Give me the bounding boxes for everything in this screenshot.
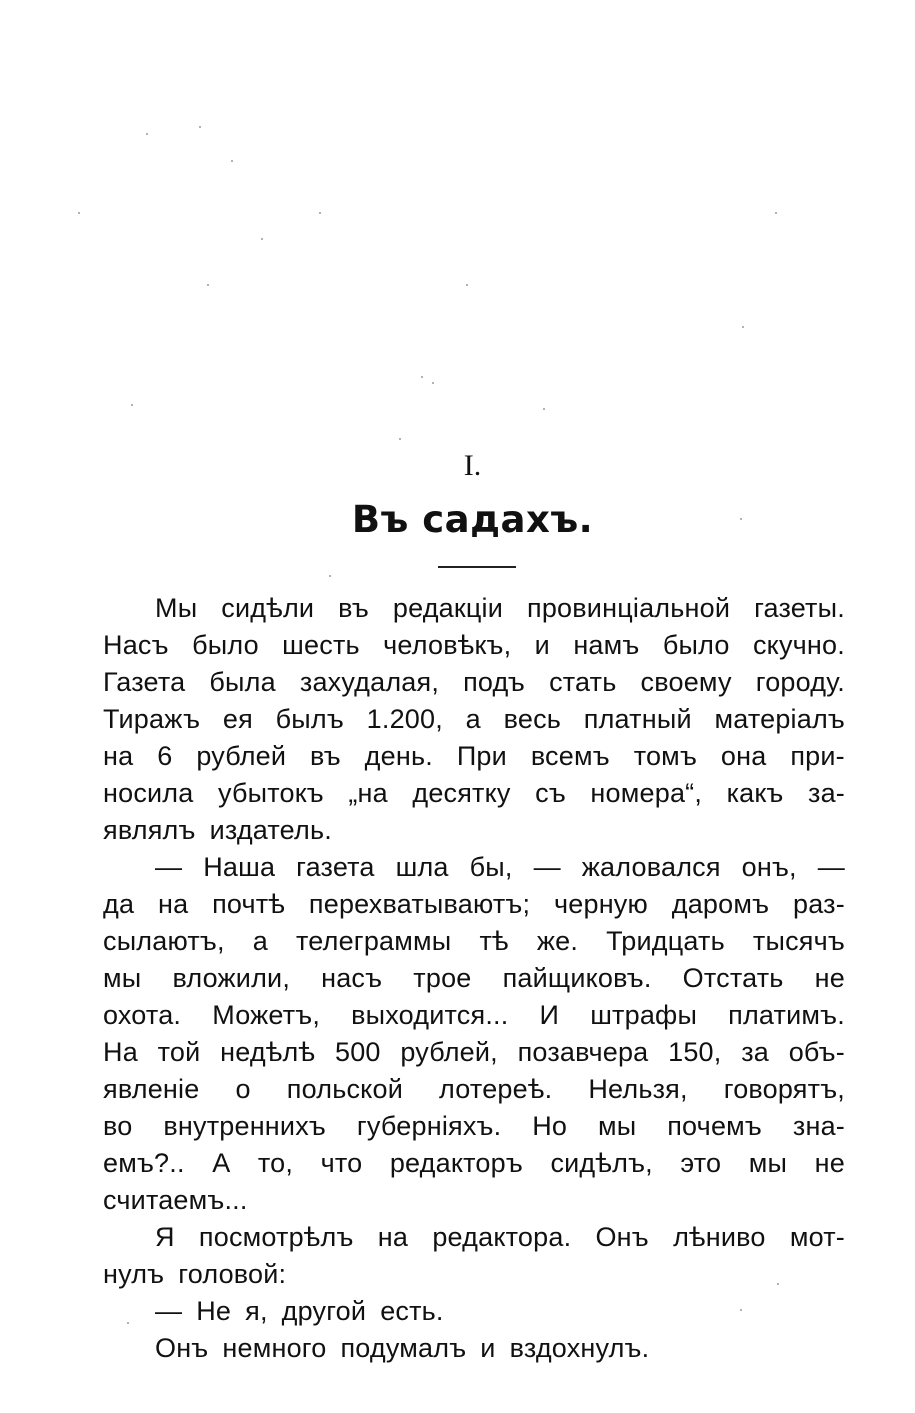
word: говорятъ, [723,1074,845,1104]
text-line [103,1293,845,1330]
word: провинціальной [527,593,731,623]
word: всемъ [530,741,610,771]
word: бы, [469,852,513,882]
word: При [456,741,507,771]
word: платимъ. [728,1000,845,1030]
word: Нельзя, [588,1074,688,1104]
word: шесть [282,630,360,660]
word: убытокъ [217,778,324,808]
paragraph [103,849,845,1219]
word: скучно. [752,630,845,660]
word: же. [536,926,579,956]
word: черную [554,889,648,919]
word: мы [597,1111,637,1141]
word: даромъ [671,889,770,919]
word: Мы [155,593,198,623]
word: Наша [203,852,276,882]
word: той [157,1037,201,1067]
word: не [814,1148,845,1178]
word: сылаютъ, [103,926,225,956]
word: человѣкъ, [383,630,512,660]
word: 150, [668,1037,722,1067]
word: насъ [321,963,383,993]
text-line [103,627,845,664]
word: редактора. [432,1222,572,1252]
word: да [103,889,135,919]
word: городу. [755,667,845,697]
word: а [465,704,481,734]
word: онъ, [741,852,797,882]
word: Тиражъ [103,704,201,734]
word: считаемъ... [103,1185,248,1215]
word: 1.200, [366,704,443,734]
word: Но [532,1111,568,1141]
word: Онъ [595,1222,649,1252]
word: другой [281,1296,367,1326]
word: емъ?.. [103,1148,185,1178]
text-line [103,1219,845,1256]
word: тысячъ [752,926,845,956]
word: издатель. [209,815,332,845]
text-line [103,849,845,886]
text-line [103,997,845,1034]
word: охота. [103,1000,182,1030]
word: на [103,741,134,771]
word: внутреннихъ [163,1111,326,1141]
text-line [103,960,845,997]
word: о [235,1074,251,1104]
word: Можетъ, [212,1000,321,1030]
word: подъ [463,667,525,697]
chapter-body [103,590,845,1367]
word: Газета [103,667,186,697]
word: захудалая, [299,667,440,697]
paragraph [103,1330,845,1367]
word: Тридцать [606,926,725,956]
word: штрафы [590,1000,698,1030]
text-line [103,1108,845,1145]
word: лотереѣ. [439,1074,553,1104]
text-line [103,1071,845,1108]
paragraph [103,590,845,849]
word: во [103,1111,133,1141]
word: редакціи [392,593,504,623]
word: рублей [196,741,287,771]
title-divider [438,566,516,568]
word: вздохнулъ. [509,1333,650,1363]
word: ея [222,704,253,734]
word: день. [364,741,433,771]
word: жаловался [581,852,721,882]
word: стать [549,667,617,697]
word: объ- [788,1037,845,1067]
word: почтѣ [212,889,286,919]
word: было [662,630,730,660]
text-line [103,738,845,775]
text-line [103,1330,845,1367]
word: и [480,1333,496,1363]
word: при- [790,741,845,771]
word: 6 [157,741,173,771]
word: газеты. [754,593,845,623]
word: номера“, [590,778,703,808]
word: пайщиковъ. [502,963,652,993]
word: головой: [178,1259,287,1289]
word: „на [348,778,388,808]
word: подумалъ [340,1333,467,1363]
word: мот- [789,1222,845,1252]
word: я, [245,1296,268,1326]
word: позавчера [517,1037,649,1067]
text-line [103,812,845,849]
word: зна- [792,1111,845,1141]
word: въ [310,741,341,771]
word: съ [535,778,566,808]
word: за- [807,778,845,808]
text-line [103,1145,845,1182]
word: лѣниво [673,1222,766,1252]
word: это [680,1148,722,1178]
word: то, [257,1148,294,1178]
word: было [192,630,259,660]
word: газета [296,852,375,882]
word: она [720,741,767,771]
word: — [533,852,561,882]
word: сидѣлъ, [550,1148,653,1178]
word: польской [286,1074,403,1104]
word: А [212,1148,231,1178]
text-line [103,1034,845,1071]
word: намъ [573,630,640,660]
word: нулъ [103,1259,165,1289]
word: являлъ [103,815,196,845]
word: — [155,852,183,882]
word: шла [395,852,449,882]
word: — [155,1296,183,1326]
word: платный [583,704,692,734]
word: сидѣли [221,593,315,623]
word: телеграммы [296,926,452,956]
text-line [103,1256,845,1293]
word: была [209,667,276,697]
chapter-title: Въ садахъ. [351,498,594,541]
word: есть. [380,1296,444,1326]
word: мы [103,963,142,993]
word: не [814,963,845,993]
word: и [534,630,550,660]
chapter-number: I. [463,449,482,482]
word: 500 [334,1037,381,1067]
word: На [103,1037,138,1067]
word: мы [748,1148,788,1178]
word: какъ [726,778,784,808]
word: Насъ [103,630,169,660]
word: — [817,852,845,882]
word: Онъ [155,1333,209,1363]
text-line [103,701,845,738]
word: что [320,1148,363,1178]
word: томъ [633,741,698,771]
text-line [103,886,845,923]
word: немного [222,1333,327,1363]
paragraph [103,1293,845,1330]
word: редакторъ [389,1148,523,1178]
word: почемъ [667,1111,762,1141]
word: былъ [275,704,344,734]
word: Я [155,1222,175,1252]
word: И [539,1000,560,1030]
text-line [103,1182,845,1219]
word: а [252,926,268,956]
word: Не [196,1296,232,1326]
word: трое [413,963,472,993]
word: губерніяхъ. [356,1111,502,1141]
word: за [741,1037,769,1067]
word: весь [503,704,562,734]
word: недѣлѣ [220,1037,316,1067]
word: десятку [412,778,511,808]
text-line [103,664,845,701]
word: Отстать [682,963,784,993]
word: раз- [793,889,845,919]
word: явленіе [103,1074,200,1104]
text-line [103,590,845,627]
paragraph [103,1219,845,1293]
word: тѣ [479,926,509,956]
word: матеріалъ [714,704,845,734]
word: на [157,889,189,919]
text-line [103,775,845,812]
word: на [377,1222,409,1252]
word: рублей, [400,1037,498,1067]
word: своему [640,667,732,697]
word: вложили, [172,963,291,993]
word: въ [338,593,369,623]
word: носила [103,778,194,808]
word: перехватываютъ; [308,889,531,919]
word: выходится... [351,1000,509,1030]
text-line [103,923,845,960]
word: посмотрѣлъ [198,1222,354,1252]
